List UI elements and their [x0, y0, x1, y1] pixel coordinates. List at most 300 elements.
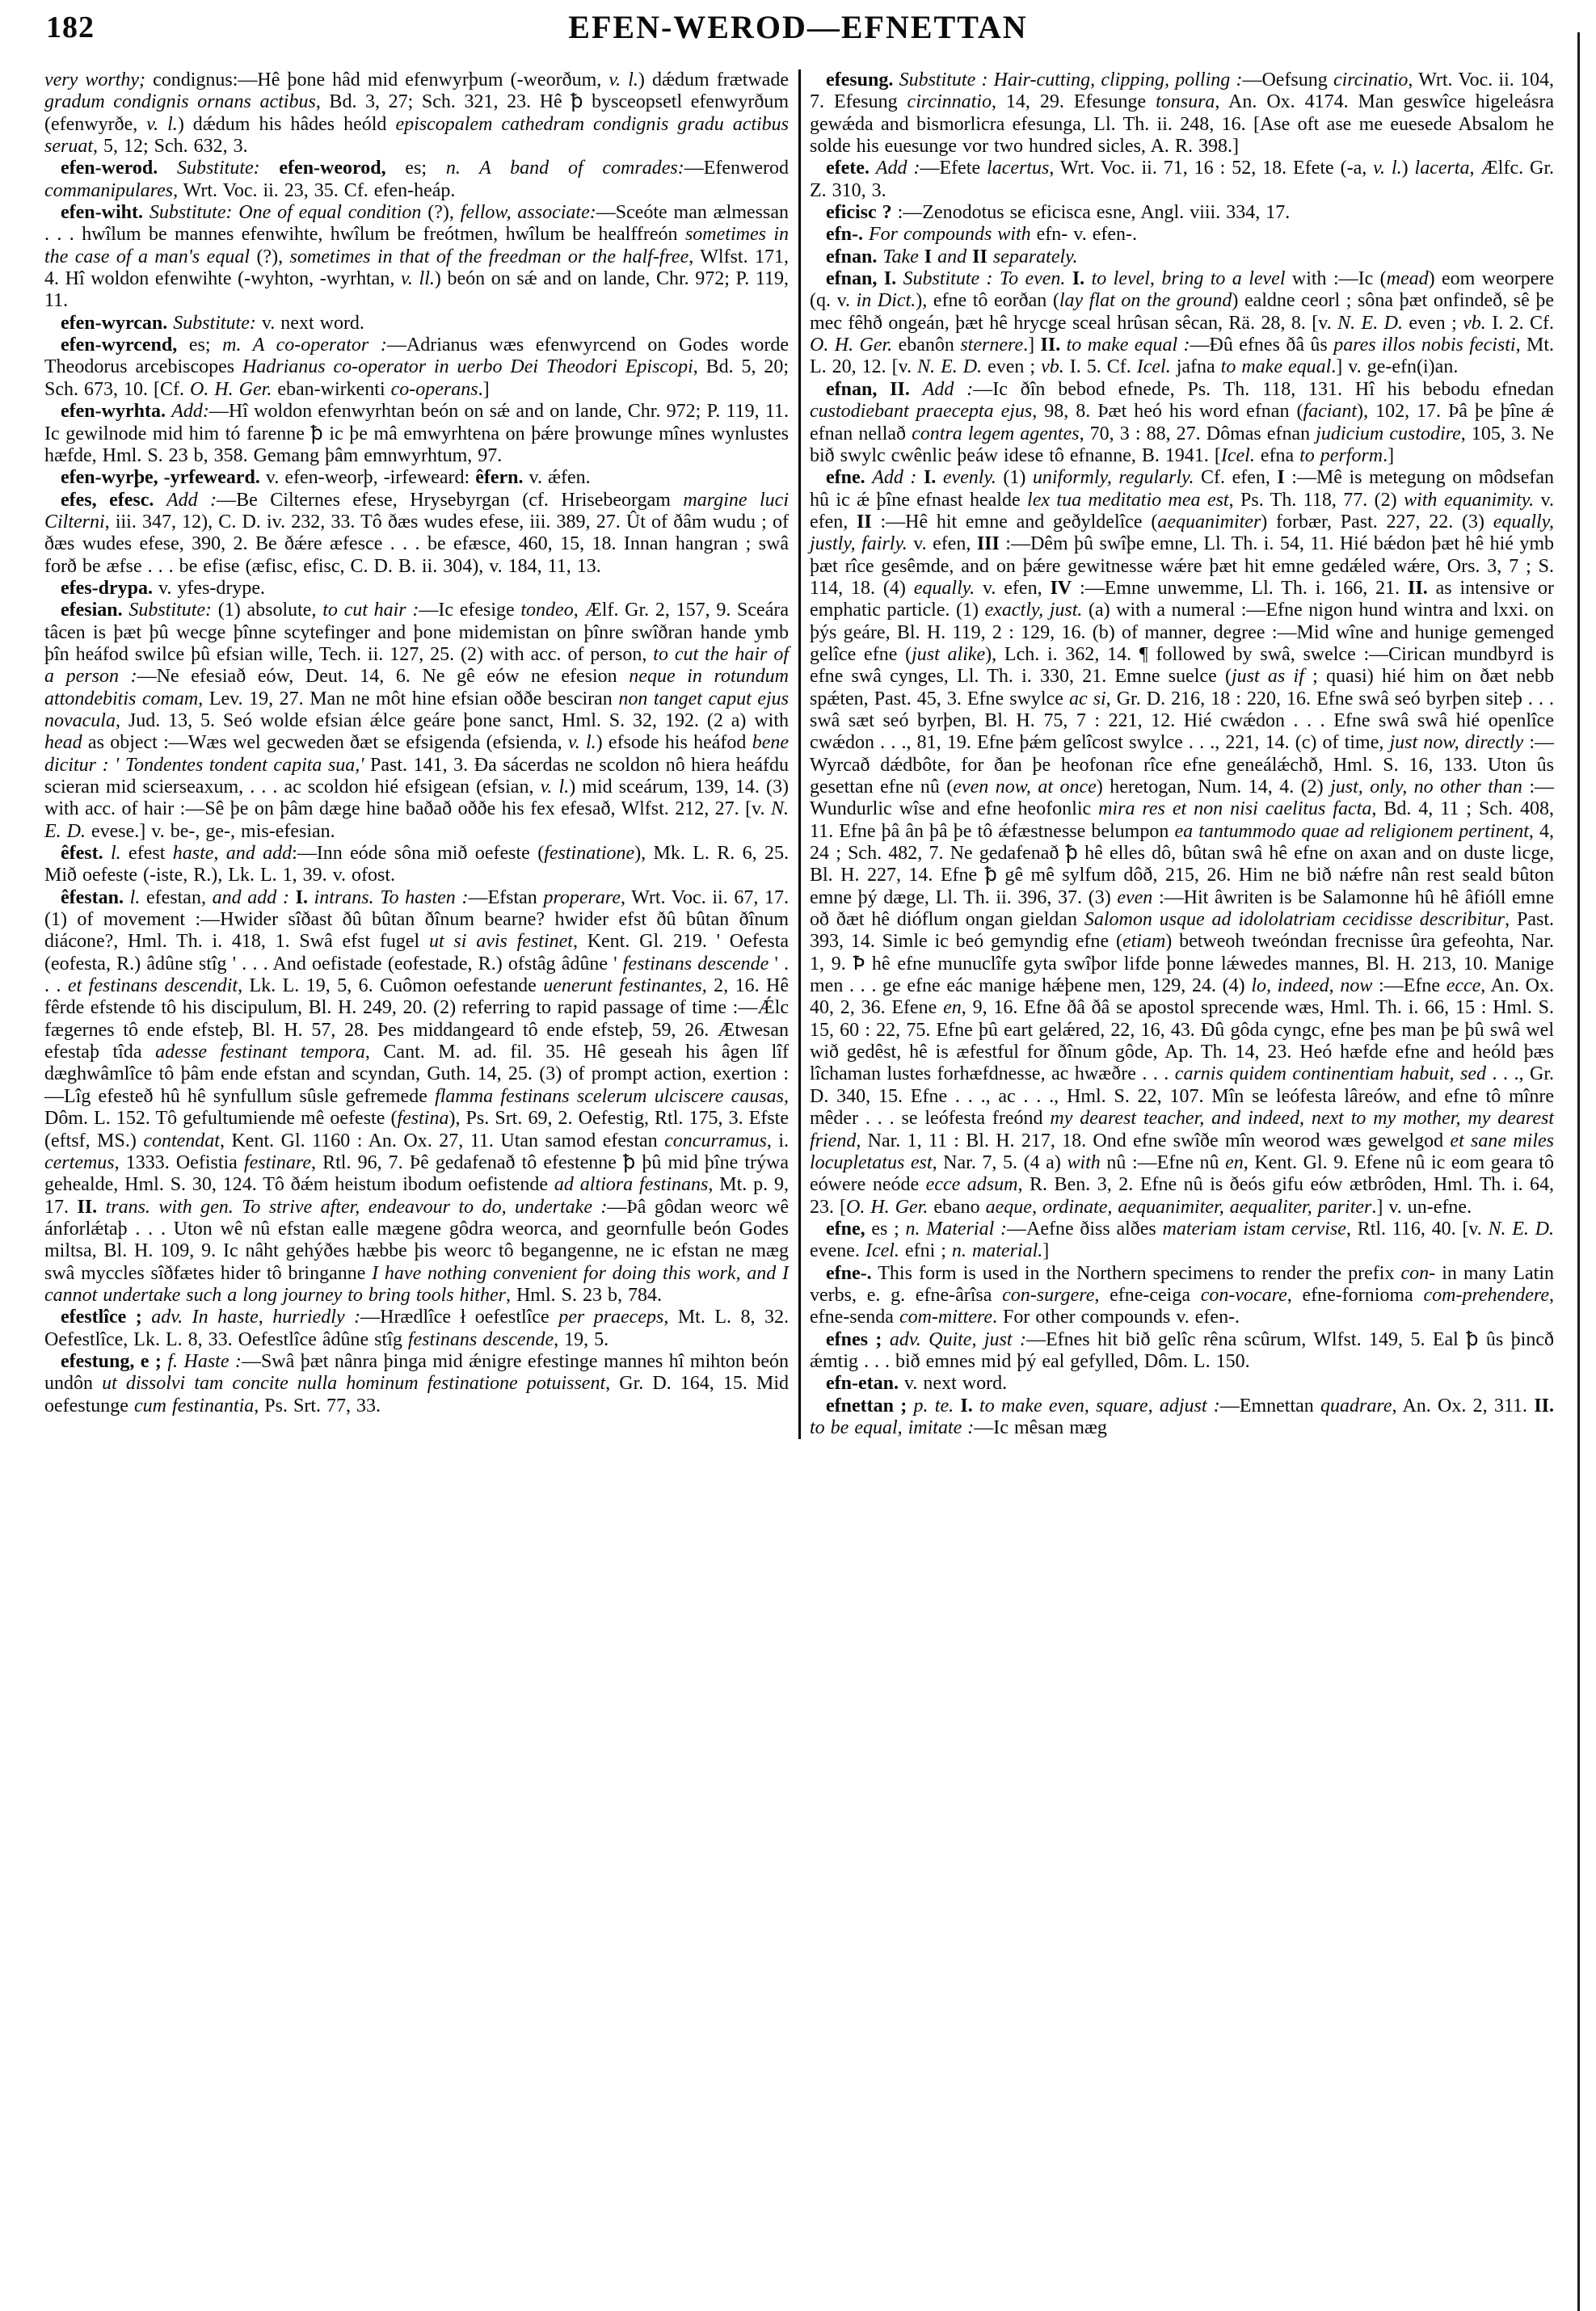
entry-text-run: festinare [243, 1151, 312, 1173]
entry-text-run: v. efen, [975, 577, 1051, 599]
entry-text-run: m. A co-operator : [222, 335, 387, 356]
entry-text-run: margine luci Cilterni [44, 489, 789, 532]
dictionary-entry [810, 246, 1554, 268]
entry-text-run: bene dicitur : ' Tondentes tondent capita sua,' [44, 732, 789, 776]
entry-text-run: , 98, 8. Þæt heó his word efnan ( [1032, 401, 1303, 423]
entry-text-run: even [1117, 886, 1153, 908]
entry-text-run: ac si [1068, 688, 1106, 709]
entry-text-run: —Efete [920, 158, 987, 179]
entry-text-run: circinatio [1333, 69, 1409, 91]
entry-text-run: :—Zenodotus se eficisca esne, Angl. viii. 334, 17. [891, 202, 1291, 224]
entry-text-run: festinatione [544, 843, 635, 865]
dictionary-entry [810, 1219, 1554, 1263]
entry-text-run: efestan, [140, 886, 213, 908]
entry-text-run: :—Inn eóde sôna mið oefeste ( [292, 843, 545, 865]
entry-text-run: vb. [1463, 312, 1486, 334]
entry-text-run: contra legem agentes [912, 423, 1080, 444]
entry-text-run: , R. Ben. 3, 2. Efne nû is ðeós gifu eów ætbrôden, Hml. Th. i. 64, 23. [ [810, 1174, 1555, 1218]
entry-text-run: (1) absolute, [212, 600, 323, 621]
entry-text-run: , efne-senda [810, 1284, 1554, 1328]
entry-text-run: .] v. ge-efn(i)an. [1331, 356, 1459, 378]
left-column [44, 69, 789, 1439]
dictionary-entry [44, 467, 789, 489]
entry-text-run: v. next word. [255, 312, 364, 334]
entry-text-run: , 9, 16. Efne ðâ ðâ se apostol sprecende wæs, Hml. Th. i. 66, 15 : Hml. S. 15, 60 : 22, 75. Efne þû eart gelǽred, 22, 16, 43. Ðû gôda cyngc, efne þes man þe þû swâ wel wið gedêst, hê is æfestful for ðînum gôde, Ap. Th. 14, 23. Heó hæfde efne and heóld þæs lîchaman lustes forhæfdnesse, ac hwæðre . . . [810, 997, 1554, 1085]
entry-text-run: Salomon usque ad idololatriam cecidisse describitur [1084, 909, 1505, 931]
entry-text-run: f. Haste : [167, 1350, 242, 1372]
dictionary-entry [810, 202, 1554, 224]
dictionary-entry [44, 578, 789, 600]
entry-text-run: ; quasi) hié him on ðæt nebb spǽten, Past. 45, 3. Efne swylce [810, 666, 1554, 709]
dictionary-entry [810, 1329, 1554, 1374]
entry-text-run: aeque, ordinate, aequanimiter, aequaliter, pariter [985, 1196, 1372, 1218]
entry-text-run: :—Hê hit emne and geðyldelîce ( [871, 511, 1158, 532]
entry-text-run: :—Mê is metegung on môdsefan hû ic ǽ þîne efnast healde [810, 467, 1555, 511]
entry-text-run: Icel. [1136, 356, 1171, 378]
entry-text-run: Substitute: [176, 158, 280, 179]
entry-text-run: vb. [1041, 356, 1064, 378]
entry-text-run: , Bd. 5, 20; Sch. 673, 10. [Cf. [44, 356, 789, 400]
dictionary-entry [44, 69, 789, 158]
entry-text-run: , Gr. D. 216, 18 : 220, 16. Efne swâ seó byrþen siteþ . . . swâ sæt seó byrþen, Bl. H. 75, 7 : 221, 12. Hié cwǽdon . . . Efne swâ swâ hié openlîce cwǽdon . . ., 81, 19. Efne þǽm gelîcost swylce . . ., 221, 14. (c) of time, [810, 688, 1555, 754]
entry-text-run: , Kent. Gl. 219. ' Oefesta (eofesta, R.) âdûne stîg ' . . . And oefistade (eofestade, R.) ofstâg âdûne ' [44, 931, 790, 974]
entry-text-run: efnan, II. [826, 378, 910, 400]
entry-text-run: Substitute: [128, 600, 213, 621]
entry-text-run: O. H. Ger. [190, 378, 272, 400]
entry-text-run: , Wrt. Voc. ii. 23, 35. Cf. efen-heáp. [173, 179, 456, 201]
entry-text-run: , Wlfst. 171, 4. Hî woldon efenwihte (-wyhton, -wyrhtan, [44, 246, 790, 290]
entry-text-run: I [1277, 467, 1285, 489]
entry-text-run: , Mt. L. 20, 12. [v. [810, 335, 1555, 378]
entry-text-run: , Lev. 19, 27. Man ne môt hine efsian oððe besciran [198, 688, 619, 709]
entry-text-run: ), Lch. i. 362, 14. ¶ followed by swâ, swelce :—Cirican mundbyrd is efne swâ cynges, Ll. Th. i. 330, 21. Emne suelce ( [810, 643, 1554, 688]
entry-text-run: —Ic mêsan mæg [974, 1416, 1107, 1438]
entry-text-run: efete. [826, 158, 870, 179]
entry-text-run: —Emnettan [1219, 1395, 1321, 1416]
entry-text-run: v. efen, [907, 533, 977, 555]
entry-text-run: uenerunt festinantes [543, 975, 702, 997]
entry-text-run: in many Latin verbs, e. g. efne-ârîsa [810, 1262, 1554, 1306]
entry-text-run: ) dǽdum frætwade [638, 69, 790, 91]
entry-text-run: —Swâ þæt nânra þinga mid ǽnigre efestinge mannes hî mihton beón undôn [44, 1350, 790, 1395]
entry-text-run: ut dissolvi tam concite nulla hominum festinatione potuissent [102, 1373, 606, 1395]
dictionary-entry [44, 202, 789, 313]
entry-text-run: êfestan. [61, 886, 124, 908]
entry-text-run: co-operans [390, 378, 478, 400]
entry-text-run: , Rtl. 96, 7. Þê gedafenað tô efestenne ꝥ þû mid þîne trýwa gehealde, Hml. S. 30, 124. Tô ðǽm heistum ibodum oefistende [44, 1151, 789, 1196]
entry-text-run [870, 158, 876, 179]
entry-text-run: adv. In haste, hurriedly : [151, 1307, 361, 1328]
entry-text-run: intrans. To hasten : [307, 886, 469, 908]
entry-text-run: —Aefne ðiss alðes [1007, 1218, 1163, 1240]
entry-text-run: :—Wyrcað dǽdbôte, for ðan þe heofonan rîce efne geneálǽchð, Hml. S. 16, 133. Uton ûs gesettan efne nû ( [810, 732, 1555, 798]
entry-text-run: and add : [212, 886, 289, 908]
entry-text-run: cum festinantia [133, 1395, 255, 1416]
entry-text-run: , Kent. Gl. 9. Efene nû ic eom geara tô eówere neóde [810, 1151, 1555, 1196]
entry-text-run: n. Material : [905, 1218, 1007, 1240]
entry-text-run: efen-wyrcan. [61, 312, 168, 334]
entry-text-run: II. [1534, 1395, 1555, 1416]
entry-text-run: êfern. [475, 467, 524, 489]
entry-text-run: , Past. 393, 14. Simle ic beó gemyndig efne ( [810, 909, 1554, 953]
page-number: 182 [46, 11, 95, 44]
entry-text-run: , Kent. Gl. 1160 : An. Ox. 27, 11. Utan samod efestan [219, 1130, 665, 1151]
entry-text-run: —Adrianus wæs efenwyrcend on Godes worde Theodorus arcebiscopes [44, 335, 790, 378]
entry-text-run: adesse festinant tempora [155, 1042, 365, 1063]
entry-text-run: lo, indeed, now [1251, 975, 1373, 997]
entry-text-run: , 1333. Oefistia [114, 1151, 244, 1173]
entry-text-run: , An. Ox. 4174. Man geswîce higeleásra gewǽda and bismorlicra efesunga, Ll. Th. ii. 248, 16. [Ase oft ase me euesede Absalom he solde his euesunge vor two hundred sicles, A. R. 398.] [810, 91, 1554, 158]
dictionary-entry [44, 401, 789, 467]
entry-text-run: efnettan ; [826, 1395, 907, 1416]
entry-text-run: efnan. [826, 246, 878, 267]
entry-text-run: lex tua meditatio mea est [1027, 489, 1229, 511]
dictionary-entry [810, 379, 1554, 467]
entry-text-run: haste, and add [172, 843, 293, 865]
entry-text-run: , Cant. M. ad. fil. 35. Hê geseah his âgen lîf dæghwâmlîce tô þâm ende efstan and scyndan, Guth. 14, 25. (3) of prompt action, exertion :—Lîg efesteð hû hê synfullum sûsle gefremede [44, 1042, 790, 1107]
column-divider-rule [798, 69, 801, 1439]
entry-text-run: to level, bring to a level [1084, 268, 1292, 290]
entry-text-run: custodiebant praecepta ejus [810, 401, 1033, 423]
entry-text-run: mira res et non nisi caelitus facta [1098, 798, 1372, 820]
entry-text-run: —Ic ðîn bebod efnede, Ps. Th. 118, 131. Hî his bebodu efnedan [973, 378, 1555, 400]
entry-text-run: —Hrædlîce ł oefestlîce [360, 1307, 559, 1328]
entry-text-run: Past. 141, 3. Ða sácerdas ne scoldon nô hiera heáfdu scieran mid scierseaxum, . . . ac scoldon hié efsigean (efsian, [44, 754, 789, 798]
entry-text-run: efnan, I. [826, 268, 897, 290]
entry-text-run: Add: [171, 401, 209, 423]
entry-text-run: I. [923, 467, 937, 489]
entry-text-run: l. [129, 886, 141, 908]
entry-text-run [863, 224, 869, 245]
entry-text-run: per praeceps [558, 1307, 664, 1328]
entry-text-run: Substitute : To even. [903, 268, 1066, 290]
entry-text-run: , Nar. 1, 11 : Bl. H. 217, 18. Ond efne swîðe mîn weorod wæs gewelgod [856, 1130, 1451, 1151]
entry-text-run: efna [1254, 444, 1300, 466]
entry-text-run: as object :—Wæs wel gecweden ðæt se efsigenda (efsienda, [82, 732, 568, 754]
entry-text-run: v. ll. [401, 268, 435, 290]
entry-text-run: .] v. un-efne. [1371, 1196, 1472, 1218]
entry-text-run: circinnatio [907, 91, 992, 113]
entry-text-run: sometimes in the case of a man's equal [44, 224, 790, 267]
entry-text-run: O. H. Ger. [810, 335, 893, 356]
entry-text-run: separately. [987, 246, 1078, 267]
entry-text-run: .] [1023, 335, 1041, 356]
entry-text-run: ) betweoh tweóndan frecnisse ûra gefeohta, Nar. 1, 9. Ꝥ hê efne munuclîfe gyta swîþor lifde þonne lǽwedes mannes, Bl. H. 213, 10. Manige men . . . ge efne eác manige hǽþene men, 129, 24. (4) [810, 931, 1554, 997]
entry-text-run [893, 69, 899, 91]
entry-text-run: v. next word. [898, 1373, 1008, 1395]
entry-text-run: .] [478, 378, 490, 400]
entry-text-run: v. yfes-drype. [152, 577, 266, 599]
entry-text-run: gradum condignis ornans actibus [44, 91, 316, 113]
entry-text-run: , Bd. 3, 27; Sch. 321, 23. Hê ꝥ bysceopsetl efenwyrðum (efenwyrðe, [44, 91, 790, 135]
entry-text-run: adv. Quite, just : [889, 1328, 1026, 1350]
entry-text-run: , Ps. Srt. 77, 33. [254, 1395, 381, 1416]
entry-text-run [1065, 268, 1072, 289]
entry-text-run: Add : [872, 467, 917, 489]
entry-text-run: efestlîce ; [61, 1307, 142, 1328]
entry-text-run: lacertus [987, 158, 1050, 179]
entry-text-run [882, 1329, 889, 1350]
entry-text-run: , 5, 12; Sch. 632, 3. [93, 136, 248, 158]
page-header [0, 6, 1596, 65]
entry-text-run: aequanimiter [1157, 511, 1261, 532]
entry-text-run [289, 887, 296, 908]
entry-text-run: concurramus [664, 1130, 767, 1151]
entry-text-run: II [972, 246, 987, 267]
entry-text-run: , 14, 29. Efesunge [991, 91, 1156, 113]
entry-text-run: , 70, 3 : 88, 27. Dômas efnan [1079, 423, 1316, 444]
entry-text-run: efen-wyrhta. [61, 401, 166, 423]
entry-text-run: with [1067, 1151, 1101, 1173]
dictionary-entry [44, 887, 789, 1307]
entry-text-run: , efne-ceiga [1094, 1284, 1201, 1306]
entry-text-run: , Jud. 13, 5. Seó wolde efsian ǽlce geáre þone sanct, Hml. S. 32, 192. (2 a) with [115, 709, 789, 731]
entry-text-run: ) heretogan, Num. 14, 4. (2) [1096, 777, 1331, 798]
entry-text-run: v. l. [567, 732, 596, 754]
entry-text-run: v. efen, [810, 489, 1554, 532]
entry-text-run: , efne-fornioma [1286, 1284, 1424, 1306]
entry-text-run: in Dict. [856, 290, 916, 312]
entry-text-run: l. [111, 843, 121, 865]
dictionary-entry [810, 1263, 1554, 1329]
entry-text-run: —Ic efesige [419, 600, 521, 621]
entry-text-run: v. l. [609, 69, 638, 91]
entry-text-run: ) dǽdum his hâdes heóld [177, 113, 396, 135]
entry-text-run: eban-wirkenti [272, 378, 391, 400]
entry-text-run: ebano [928, 1196, 986, 1218]
entry-text-run: ) efsode his heáfod [596, 732, 752, 754]
entry-text-run: lay flat on the ground [1059, 290, 1232, 312]
entry-text-run [910, 379, 923, 400]
entry-text-run: I [924, 246, 933, 267]
entry-text-run: ) eom weorpere (q. v. [810, 268, 1555, 312]
entry-text-run: en [1225, 1151, 1244, 1173]
entry-text-run: —Hî woldon efenwyrhtan beón on sǽ and on lande, Chr. 972; P. 119, 11. Ic gewilnode mid him tó farenne ꝥ ic þe mâ emwyrhtena on þǽre þrowunge mînes wynlustes hæfde, Hml. S. 23 b, 358. Gemang þâm emnwyrhtum, 97. [44, 401, 790, 466]
entry-text-run: , Nar. 7, 5. (4 a) [932, 1151, 1068, 1173]
entry-text-run: et sane miles locupletatus est [810, 1130, 1554, 1173]
entry-text-run: —Ne efesiað eów, Deut. 14, 6. Ne gê eów ne efesion [137, 666, 630, 688]
entry-text-run: (a) with a numeral :—Efne nigon hund wintra and lxxi. on þýs geáre, Bl. H. 119, 2 : 129, 16. (b) of manner, degree :—Mid wîne and hunige gemenged gelîce efne ( [810, 600, 1555, 665]
entry-text-run: , Bd. 4, 11 ; Sch. 408, 11. Efne þâ ân þâ þe tô ǽfæstnesse belumpon [810, 798, 1554, 842]
entry-text-run: , Ælfc. Gr. Z. 310, 3. [810, 158, 1555, 201]
dictionary-entry [810, 1373, 1554, 1395]
entry-text-run: —Efnes hit bið gelîc rêna scûrum, Wlfst. 149, 5. Eal ꝥ ûs þincð ǽmtig . . . bið emnes mid þý eal gefylled, Dôm. L. 150. [810, 1328, 1555, 1372]
entry-text-run: —Efenwerod [684, 158, 789, 179]
entry-text-run: ) [1401, 158, 1415, 179]
entry-text-run: Icel. [865, 1240, 899, 1262]
dictionary-entry [810, 224, 1554, 246]
entry-text-run: festinans descende [622, 953, 769, 974]
entry-text-run: ea tantummodo quae ad religionem pertinent [1174, 820, 1529, 842]
entry-text-run: es ; [865, 1218, 906, 1240]
entry-text-run: et festinans descendit [67, 975, 238, 997]
dictionary-entry [810, 467, 1554, 1219]
entry-text-run: ut si avis festinet [429, 931, 573, 953]
entry-text-run [142, 1307, 152, 1328]
entry-text-run: N. E. D. [917, 356, 983, 378]
entry-text-run: trans. with gen. To strive after, endeavour to do, undertake : [97, 1196, 608, 1218]
entry-text-run: efn-etan. [826, 1373, 899, 1395]
entry-text-run: to cut hair : [322, 600, 419, 621]
entry-text-run: my dearest teacher, and indeed, next to my mother, my dearest friend [810, 1108, 1554, 1151]
entry-text-run: es; [177, 335, 223, 356]
entry-text-run: sternere [960, 335, 1024, 356]
entry-text-run: p. te. [913, 1395, 954, 1416]
entry-text-run: :—Hit âwriten is be Salamonne hû hê âfióll emne oð ðæt hê dióflum ongan gieldan [810, 886, 1554, 931]
entry-text-run: properare [543, 886, 621, 908]
entry-text-run: , Wrt. Voc. ii. 71, 16 : 52, 18. Efete (-a, [1049, 158, 1374, 179]
entry-text-run: , Wrt. Voc. ii. 104, 7. Efesung [810, 69, 1554, 113]
entry-text-run: ecce adsum [925, 1174, 1018, 1196]
entry-text-run: tondeo [520, 600, 574, 621]
entry-text-run: evese.] v. be-, ge-, mis-efesian. [86, 820, 335, 842]
entry-text-run: to be equal, imitate : [810, 1416, 975, 1438]
entry-text-run: II. [1040, 335, 1061, 356]
entry-text-run: , Ps. Th. 118, 77. (2) [1228, 489, 1404, 511]
entry-text-run: :—Wundurlic wîse and efne heofonlic [810, 777, 1555, 820]
entry-text-run: ecce [1446, 975, 1481, 997]
entry-text-run: certemus [44, 1151, 115, 1173]
entry-text-run: N. E. D. [1488, 1218, 1555, 1240]
entry-text-run: con- [1400, 1262, 1436, 1284]
entry-text-run [154, 490, 166, 511]
entry-text-run: ) beón on sǽ and on lande, Chr. 972; P. 119, 11. [44, 268, 789, 312]
entry-text-run: Substitute : Hair-cutting, clipping, polling : [899, 69, 1243, 91]
entry-text-run: with equanimity. [1404, 489, 1535, 511]
entry-text-run: , An. Ox. 40, 2, 36. Efene [810, 975, 1554, 1019]
entry-text-run: Icel. [1220, 444, 1255, 466]
entry-text-run: materiam istam cervise [1162, 1218, 1346, 1240]
entry-text-run: efesung. [826, 69, 894, 91]
entry-text-run: ) mid sceárum, 139, 14. (3) with acc. of hair :—Sê þe on þâm dæge hine baðað oððe his fex efesað, Wlfst. 212, 27. [v. [44, 777, 789, 820]
entry-text-run: to make equal : [1060, 335, 1190, 356]
entry-text-run: . . ., Gr. D. 340, 15. Efne . . ., ac . . ., Hml. S. 22, 107. Mîn se leófesta lâreów, and efne tô mînre mêder . . . se leófesta freónd [810, 1063, 1554, 1130]
entry-text-run: , Wrt. Voc. ii. 67, 17. (1) of movement :—Hwider sîðast ðû bûtan ðînum bearne? hwider efst ðû bûtan ðînum diácone?, Hml. Th. i. 418, 1. Swâ efst fugel [44, 886, 790, 953]
entry-text-run [907, 1395, 913, 1416]
entry-text-run: very worthy; [44, 69, 154, 91]
entry-text-run: n. A band of comrades: [445, 158, 684, 179]
entry-text-run: even ; [1402, 312, 1463, 334]
entry-text-run: efn- v. efen-. [1030, 224, 1138, 246]
entry-text-run: v. l. [1373, 158, 1402, 179]
entry-text-run [916, 467, 924, 488]
entry-text-run: I. 2. Cf. [1485, 312, 1554, 334]
entry-text-run: II. [77, 1196, 98, 1218]
entry-text-run: II [857, 511, 872, 532]
dictionary-entry [810, 69, 1554, 158]
entry-text-run: com-mittere [899, 1307, 993, 1328]
entry-text-run: con-vocare [1200, 1284, 1287, 1306]
entry-text-run: —Oefsung [1242, 69, 1333, 91]
entry-text-run: even now, at once [953, 777, 1097, 798]
entry-text-run: just, only, no other than [1330, 777, 1522, 798]
entry-text-run: I. [295, 886, 308, 908]
entry-text-run: etiam [1122, 931, 1166, 953]
entry-text-run: v. ǽfen. [523, 467, 591, 489]
entry-text-run: ebanôn [892, 335, 961, 356]
entry-text-run: efn-. [826, 224, 863, 246]
dictionary-entry [44, 600, 789, 843]
dictionary-entry [810, 158, 1554, 202]
entry-text-run: , Mt. p. 9, 17. [44, 1174, 789, 1218]
entry-text-run: neque in rotundum attondebitis comam [44, 666, 790, 709]
dictionary-entry [44, 313, 789, 335]
dictionary-entry [810, 1395, 1554, 1440]
entry-text-run: eficisc ? [826, 202, 892, 224]
entry-text-run: faciant [1303, 401, 1358, 423]
entry-text-run: and [932, 246, 973, 267]
entry-text-run: :—Efne [1372, 975, 1447, 997]
entry-text-run: com-prehendere [1423, 1284, 1549, 1306]
entry-text-run: exactly, just. [984, 600, 1083, 621]
entry-text-run: Add : [922, 378, 974, 400]
entry-text-run: .] [1383, 444, 1395, 466]
entry-text-run: , Lk. L. 19, 5, 6. Cuômon oefestande [238, 975, 544, 997]
entry-text-run: just now, directly [1389, 732, 1524, 754]
entry-text-run: to make equal [1220, 356, 1332, 378]
entry-text-run: (1) [996, 467, 1033, 489]
entry-text-run: , Hml. S. 23 b, 784. [505, 1284, 662, 1306]
entry-text-run: , i. [766, 1130, 789, 1151]
dictionary-entry [44, 158, 789, 202]
entry-text-run: judicium custodire [1316, 423, 1461, 444]
entry-text-run: I. [1072, 268, 1085, 290]
entry-text-run: Cf. efen, [1194, 467, 1278, 489]
dictionary-entry [810, 268, 1554, 379]
entry-text-run: I. [960, 1395, 973, 1416]
entry-text-run: efen-wiht. [61, 202, 143, 224]
entry-text-run: with :—Ic ( [1291, 268, 1387, 290]
dictionary-entry [44, 490, 789, 578]
entry-text-run: —Ðû efnes ðâ ûs [1190, 335, 1334, 356]
entry-text-run: jafna [1170, 356, 1221, 378]
entry-text-run: I have nothing convenient for doing this work, and I cannot undertake such a long journey to bring tools hither [44, 1262, 789, 1306]
entry-text-run: equally, justly, fairly. [810, 511, 1555, 555]
entry-text-run: :—Dêm þû swîþe emne, Ll. Th. i. 54, 11. Hié bǽdon þæt hê hié ymb þæt rîce gesêmde, and on þǽre gewitnesse wǽre þæt hit emne gedǽled wǽre, Ors. 3, 7 ; S. 114, 18. (4) [810, 533, 1554, 599]
entry-text-run: , Dôm. L. 152. Tô gefultumiende mê oefeste ( [44, 1085, 789, 1130]
entry-text-run: quadrare [1320, 1395, 1392, 1416]
entry-text-run: efen-werod. [61, 158, 158, 179]
entry-text-run: v. efen-weorþ, -irfeweard: [259, 467, 476, 489]
entry-text-run: es; [385, 158, 446, 179]
entry-text-run: con-surgere [1002, 1284, 1095, 1306]
entry-text-run: fellow, associate: [460, 202, 596, 224]
entry-text-run: to cut the hair of a person : [44, 643, 789, 688]
entry-text-run: I. 5. Cf. [1063, 356, 1137, 378]
entry-text-run: v. l. [540, 777, 570, 798]
entry-text-run: commanipulares [44, 179, 174, 201]
entry-text-run: pares illos nobis fecisti [1333, 335, 1516, 356]
entry-text-run: O. H. Ger. [846, 1196, 929, 1218]
entry-text-run: non tanget caput ejus novacula [44, 688, 790, 731]
entry-text-run: ad altiora festinans [554, 1174, 709, 1196]
entry-text-run: efes-drypa. [61, 577, 153, 599]
entry-text-run [143, 202, 149, 223]
entry-text-run: ) forbær, Past. 227, 22. (3) [1261, 511, 1493, 532]
entry-text-run: ), Ps. Srt. 69, 2. Oefestig, Rtl. 175, 3. Efste (eftsf, MS.) [44, 1108, 789, 1151]
entry-text-run: Substitute: [173, 312, 256, 334]
entry-text-run: efest [120, 843, 173, 865]
page-title: EFEN-WEROD—EFNETTAN [568, 9, 1028, 45]
entry-text-run: IV [1050, 577, 1072, 599]
entry-text-run: ' . . . [44, 953, 789, 997]
entry-text-run [103, 843, 111, 864]
entry-text-run: v. l. [146, 113, 178, 135]
entry-text-run: efnes ; [826, 1328, 882, 1350]
entry-text-run: , 4, 24 ; Sch. 482, 7. Ne gedafenað ꝥ hê elles dô, bûtan swâ hê efne on axan and on duste licge, Bl. H. 227, 14. Efne ꝥ gê mê sylfum dôð, 215, 26. Him ne bið nǽfre nân rest seald bûton emne þý dæge, Ll. Th. ii. 396, 37. (3) [810, 820, 1555, 908]
entry-text-run: to perform [1299, 444, 1383, 466]
entry-text-run: efni ; [899, 1240, 952, 1262]
